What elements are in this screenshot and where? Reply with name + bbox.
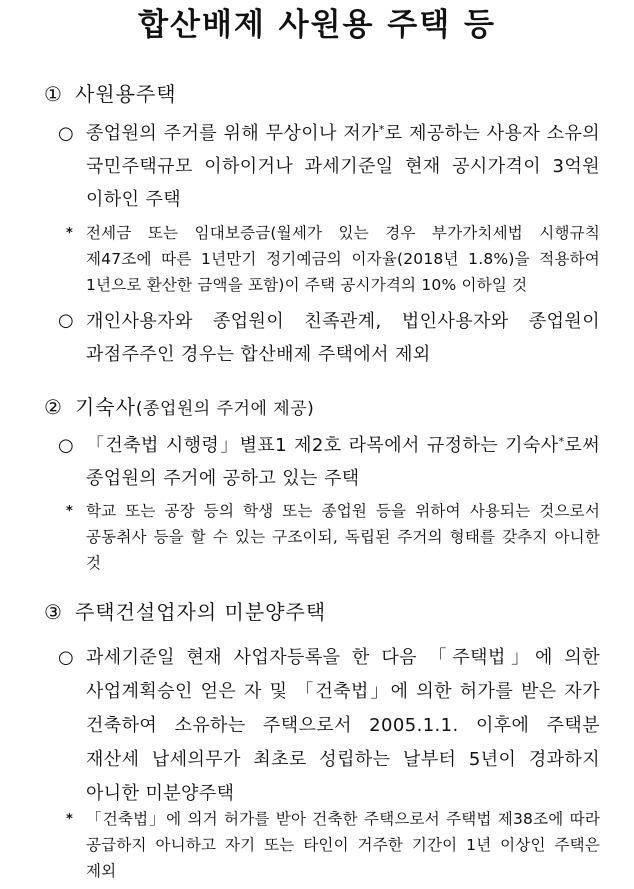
section-3-item-1: 과세기준일 현재 사업자등록을 한 다음 「주택법」에 의한 사업계획승인 얻은 자 및 「건축법」에 의한 허가를 받은 자가 건축하여 소유하는 주택으로서 2005.1.1. 이후에 주택분 재산세 납세의무가 최초로 성립하는 날부터 5년이 경과하지 아니한 미분양주택 xyxy=(86,647,600,804)
item-text: 로 제공하는 사용자 소유의 국민주택규모 이하이거나 과세기준일 현재 공시가격이 3억원 이하인 주택 xyxy=(86,123,600,210)
bullet-icon: ○ xyxy=(58,123,74,144)
bullet-icon: ○ xyxy=(58,647,74,668)
section-1-item-2: 개인사용자와 종업원이 친족관계, 법인사용자와 종업원이 과점주주인 경우는 합산배제 주택에서 제외 xyxy=(86,311,600,365)
section-3-note: 「건축법」에 의거 허가를 받아 건축한 주택으로서 주택법 제38조에 따라 공급하지 아니하고 자기 또는 타인이 거주한 기간이 1년 이상인 주택은 제외 xyxy=(86,810,600,880)
footnote-marker: * xyxy=(378,123,385,136)
item-text: 「건축법 시행령」별표1 제2호 라목에서 규정하는 기숙사 xyxy=(86,435,559,456)
section-1-title: 사원용주택 xyxy=(74,82,177,106)
note-star-icon: * xyxy=(66,812,73,827)
section-1-heading xyxy=(44,80,177,108)
section-2-note: 학교 또는 공장 등의 학생 또는 종업원 등을 위하여 사용되는 것으로서 공동취사 등을 할 수 있는 구조이되, 독립된 주거의 형태를 갖추지 아니한 것 xyxy=(86,502,600,572)
section-2-number: ② xyxy=(44,395,63,419)
bullet-icon: ○ xyxy=(58,310,74,331)
page-title: 합산배제 사원용 주택 등 xyxy=(138,7,496,43)
section-3-heading xyxy=(44,598,326,626)
bullet-icon: ○ xyxy=(58,435,74,456)
section-1-number: ① xyxy=(44,82,63,106)
section-3-title: 주택건설업자의 미분양주택 xyxy=(74,600,327,624)
section-2-heading xyxy=(44,393,314,423)
section-1-note: 전세금 또는 임대보증금(월세가 있는 경우 부가가치세법 시행규칙 제47조에 따른 1년만기 정기예금의 이자율(2018년 1.8%)을 적용하여 1년으로 환산한 금액을 포함)이 주택 공시가격의 10% 이하일 것 xyxy=(86,224,600,294)
note-star-icon: * xyxy=(66,504,73,519)
section-2-subtitle: (종업원의 주거에 제공) xyxy=(135,399,315,419)
footnote-marker: * xyxy=(558,435,565,448)
item-text: 로써 종업원의 주거에 공하고 있는 주택 xyxy=(86,435,600,489)
item-text: 종업원의 주거를 위해 무상이나 저가 xyxy=(86,123,379,144)
section-2-item-1 xyxy=(86,429,600,495)
section-2-title: 기숙사 xyxy=(74,395,136,419)
section-1-item-1 xyxy=(86,117,600,216)
note-star-icon: * xyxy=(66,226,73,241)
section-3-number: ③ xyxy=(44,600,63,624)
